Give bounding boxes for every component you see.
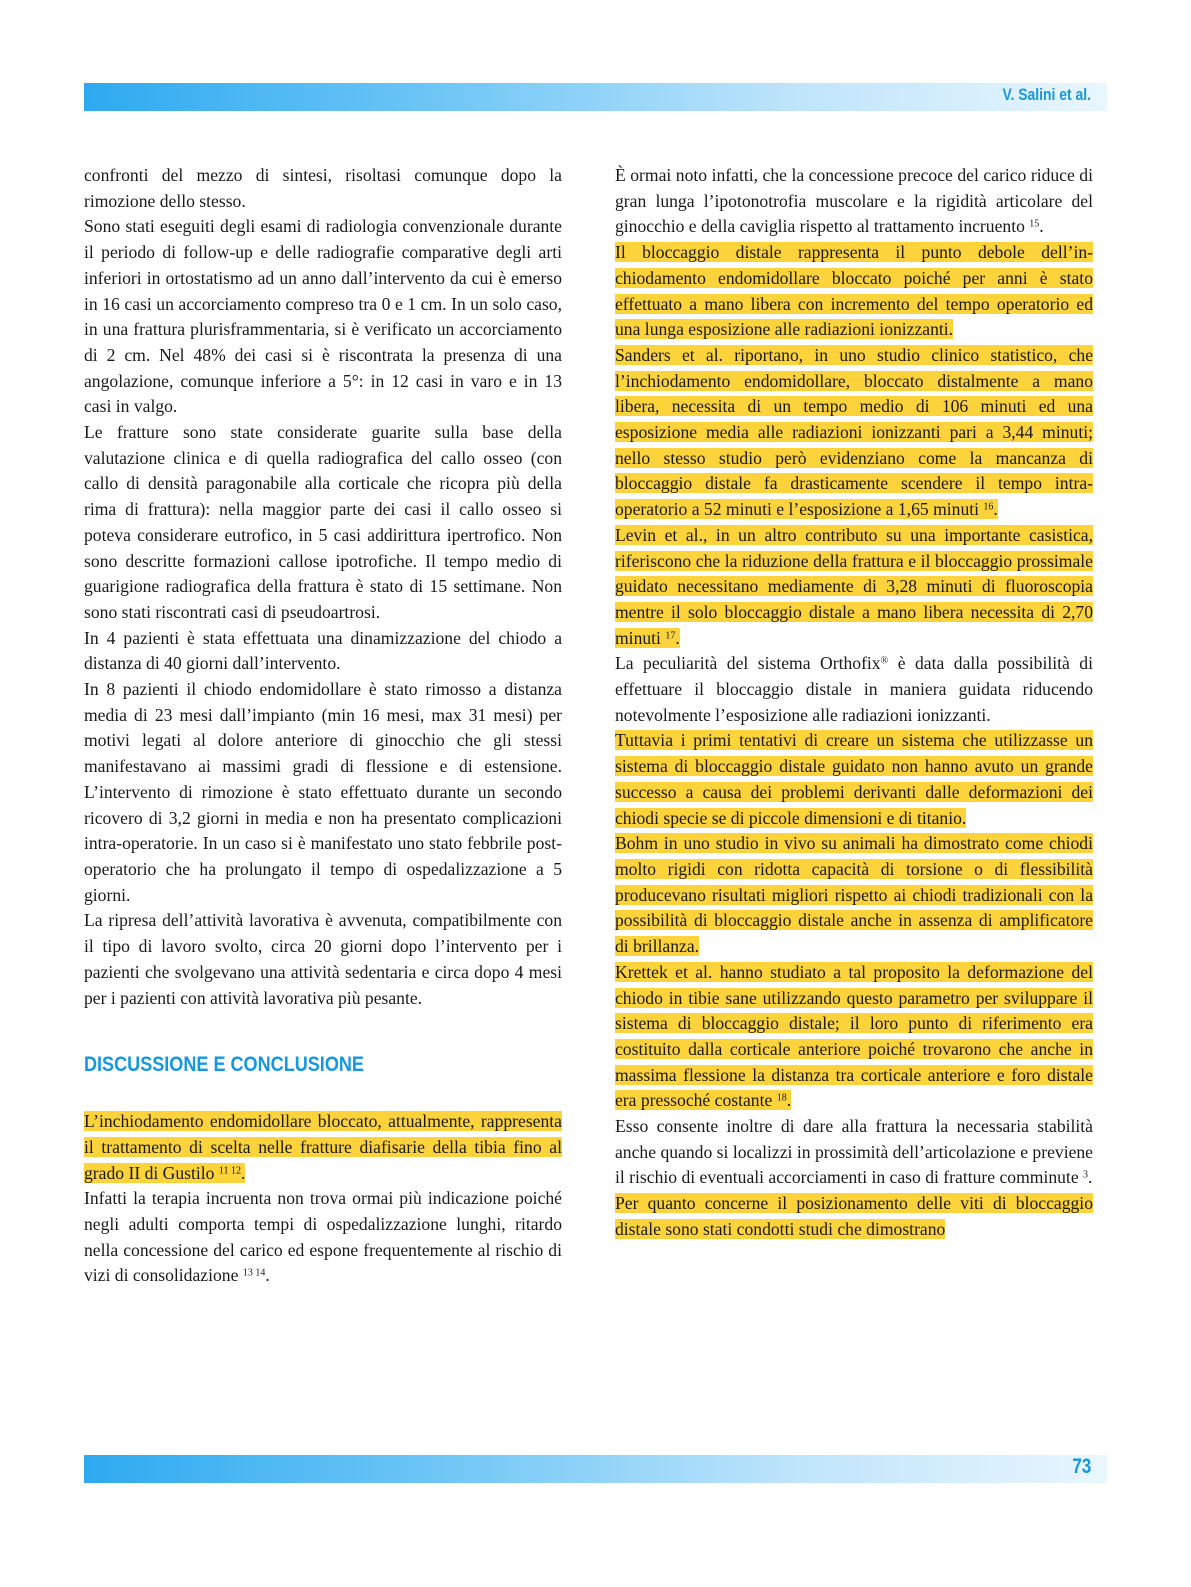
citation: 15: [1029, 218, 1040, 230]
citation: 11 12: [218, 1165, 242, 1177]
paragraph: Infatti la terapia incruenta non trova ormai più indicazione poiché negli adulti comporta tempi di ospedalizzazione lunghi, ritardo nella concessione del carico ed espone frequentemente al rischio di vizi di consolidazione $^{13 14}$.: [84, 1188, 562, 1286]
highlight: Tuttavia i primi tentativi di creare un sistema che utilizzasse un sistema di bloccaggio distale guidato non hanno avuto un grande successo a causa dei problemi derivanti dalle deformazioni dei chiodi specie se di piccole dimensioni e di titanio.: [615, 730, 1093, 828]
paragraph: È ormai noto infatti, che la concessione precoce del carico riduce di gran lunga l’ipotonotrofia muscolare e la rigidità articolare del ginocchio e della caviglia rispetto al trattamento incruento $^{15}$.: [615, 165, 1093, 237]
paragraph: confronti del mezzo di sintesi, risoltasi comunque dopo la rimozione dello stesso.: [84, 165, 562, 211]
highlight: Sanders et al. riportano, in uno studio clinico statistico, che l’inchiodamento endomidollare, bloccato distalmente a mano libera, necessita di un tempo medio di 106 minuti ed una esposizione media alle radiazioni ionizzanti pari a 3,44 minuti; nello stesso studio però evidenziano come la mancanza di bloccaggio distale fa drasticamente scendere il tempo intra-operatorio a 52 minuti e l’esposizione a 1,65 minuti $^{16}$.: [615, 344, 1093, 520]
citation: 3: [1083, 1169, 1089, 1181]
highlighted-paragraph: [615, 1191, 1093, 1242]
highlight: Bohm in uno studio in vivo su animali ha dimostrato come chiodi molto rigidi con ridotta capacità di torsione o di flessibilità producevano risultati migliori rispetto ai chiodi tradizionali con la possibilità di bloccaggio distale anche in assenza di amplificatore di brillanza.: [615, 833, 1093, 957]
highlighted-paragraph: [615, 960, 1093, 1114]
citation: 16: [983, 501, 994, 513]
citation: 17: [665, 630, 676, 642]
highlight: Il bloccaggio distale rappresenta il punto debole dell’inchiodamento endomidollare bloccato poiché per anni è stato effettuato a mano libera con incremento del tempo operatorio ed una lunga esposizione alle radiazioni ionizzanti.: [615, 242, 1093, 340]
section-heading: DISCUSSIONE E CONCLUSIONE: [84, 1053, 364, 1077]
running-title: V. Salini et al.: [1002, 85, 1091, 104]
citation: 13 14: [242, 1267, 266, 1279]
paragraph: In 4 pazienti è stata effettuata una dinamizzazione del chiodo a distanza di 40 giorni dall’intervento.: [84, 627, 562, 674]
highlight: Levin et al., in un altro contributo su una importante casistica, riferiscono che la riduzione della frattura e il bloccaggio prossimale guidato necessitano mediamente di 3,28 minuti di fluoroscopia mentre il solo bloccaggio distale a mano libera necessita di 2,70 minuti $^{17}$.: [615, 524, 1093, 648]
highlighted-paragraph: [615, 343, 1093, 523]
right-column: [615, 163, 1093, 1243]
highlighted-paragraph: [84, 1109, 562, 1186]
paragraph: La ripresa dell’attività lavorativa è avvenuta, compatibilmente con il tipo di lavoro svolto, circa 20 giorni dopo l’intervento per i pazienti che svolgevano una attività sedentaria e circa dopo 4 mesi per i pazienti con attività lavorativa più pesante.: [84, 910, 562, 1008]
citation: 18: [776, 1092, 787, 1104]
footer-band: [84, 1455, 1107, 1483]
registered-mark: ®: [880, 655, 889, 667]
highlight: Per quanto concerne il posizionamento delle viti di bloccaggio distale sono stati condotti studi che dimostrano: [615, 1193, 1093, 1239]
paragraph: Le fratture sono state considerate guarite sulla base della valutazione clinica e di quella radiografica del callo osseo (con callo di densità paragonabile alla corticale che ricopra più della rima di frattura): nella maggior parte dei casi il callo osseo si poteva considerare eutrofico, in 5 casi addirittura ipertrofico. Non sono descritte formazioni callose ipotrofiche. Il tempo medio di guarigione radiografica della frattura è stato di 15 settimane. Non sono stati riscontrati casi di pseudoartrosi.: [84, 422, 562, 622]
highlighted-paragraph: [615, 523, 1093, 652]
page-number: 73: [1071, 1455, 1091, 1478]
paragraph: Esso consente inoltre di dare alla frattura la necessaria stabilità anche quando si localizzi in prossimità dell’articolazione e previene il rischio di eventuali accorciamenti in caso di fratture comminute $^3$.: [615, 1116, 1093, 1188]
highlighted-paragraph: [615, 831, 1093, 960]
highlighted-paragraph: [615, 240, 1093, 343]
highlight: Krettek et al. hanno studiato a tal proposito la deformazione del chiodo in tibie sane utilizzando questo parametro per sviluppare il sistema di bloccaggio distale; il loro punto di riferimento era costituito dalla corticale anteriore poiché trovarono che anche in massima flessione la distanza tra corticale anteriore e foro distale era pressoché costante $^{18}$.: [615, 961, 1093, 1111]
paragraph: La peculiarità del sistema Orthofix® è data dalla possibilità di effettuare il bloccaggio distale in maniera guidata riducendo notevolmente l’esposizione alle radiazioni ionizzanti.: [615, 653, 1093, 725]
highlighted-paragraph: [615, 728, 1093, 831]
highlight: L’inchiodamento endomidollare bloccato, attualmente, rappresenta il trattamento di scelta nelle fratture diafisarie della tibia fino al grado II di Gustilo $^{11 12}$.: [84, 1111, 562, 1183]
paragraph: In 8 pazienti il chiodo endomidollare è stato rimosso a distanza media di 23 mesi dall’impianto (min 16 mesi, max 31 mesi) per motivi legati al dolore anteriore di ginocchio che gli stessi manifestavano ai massimi gradi di flessione e di estensione. L’intervento di rimozione è stato effettuato durante un secondo ricovero di 3,2 giorni in media e non ha presentato complicazioni intra-operatorie. In un caso si è manifestato uno stato febbrile post-operatorio che ha prolungato il tempo di ospedalizzazione a 5 giorni.: [84, 679, 562, 905]
paragraph: Sono stati eseguiti degli esami di radiologia convenzionale durante il periodo di follow-up e delle radiografie comparative degli arti inferiori in ortostatismo ad un anno dall’intervento da cui è emerso in 16 casi un accorciamento compreso tra 0 e 1 cm. In un solo caso, in una frattura plurisframmentaria, si è verificato un accorciamento di 2 cm. Nel 48% dei casi si è riscontrata la presenza di una angolazione, comunque inferiore a 5°: in 12 casi in varo e in 13 casi in valgo.: [84, 216, 562, 417]
left-column: [84, 163, 562, 1289]
header-band: [84, 83, 1107, 111]
